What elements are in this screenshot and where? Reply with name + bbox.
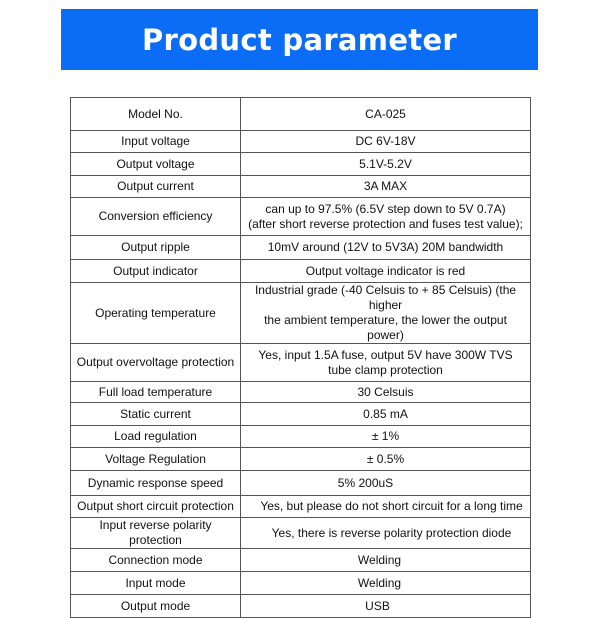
param-value-line: Industrial grade (-40 Celsuis to + 85 Celsuis) (the higher <box>254 283 517 312</box>
param-label: Voltage Regulation <box>71 448 241 471</box>
param-value <box>241 496 531 518</box>
param-value <box>241 98 531 131</box>
param-label: Operating temperature <box>71 283 241 344</box>
table-row <box>71 198 531 236</box>
param-value <box>241 471 531 496</box>
param-value-line: 10mV around (12V to 5V3A) 20M bandwidth <box>267 240 504 254</box>
param-value <box>241 344 531 382</box>
parameter-table <box>70 97 531 618</box>
param-value-line: ± 0.5% <box>366 451 405 466</box>
table-row <box>71 344 531 382</box>
param-value-line: USB <box>365 598 390 613</box>
param-value <box>241 153 531 176</box>
param-value-line: CA-025 <box>365 106 406 121</box>
param-label: Output mode <box>71 595 241 618</box>
param-label: Input reverse polarity protection <box>71 518 241 549</box>
param-value-line: Yes, there is reverse polarity protection diode <box>271 525 512 540</box>
param-value-line: DC 6V-18V <box>355 134 416 148</box>
table-row <box>71 426 531 448</box>
param-value-line: 0.85 mA <box>363 406 408 421</box>
param-label: Input mode <box>71 572 241 595</box>
param-value <box>241 198 531 236</box>
param-value <box>241 426 531 448</box>
param-value-line: Output voltage indicator is red <box>305 263 466 278</box>
param-value <box>241 572 531 595</box>
param-label: Conversion efficiency <box>71 198 241 236</box>
param-value-line: 5.1V-5.2V <box>359 156 412 171</box>
param-value-line: 5% 200uS <box>337 475 394 490</box>
param-value <box>241 403 531 426</box>
param-value-line: can up to 97.5% (6.5V step down to 5V 0.7A) <box>265 201 506 216</box>
param-value-line: the ambient temperature, the lower the output power) <box>264 313 507 342</box>
table-row <box>71 153 531 176</box>
param-label: Output overvoltage protection <box>71 344 241 382</box>
param-value-line: Welding <box>357 552 402 567</box>
param-value <box>241 131 531 153</box>
param-label: Output ripple <box>71 236 241 260</box>
param-value-line: Yes, but please do not short circuit for a long time <box>260 499 523 513</box>
param-value <box>241 595 531 618</box>
table-row <box>71 496 531 518</box>
param-label: Output voltage <box>71 153 241 176</box>
table-row <box>71 283 531 344</box>
param-value <box>241 448 531 471</box>
table-row <box>71 572 531 595</box>
param-value <box>241 549 531 572</box>
param-value-line: tube clamp protection <box>328 362 443 377</box>
param-value <box>241 283 531 344</box>
param-value-line: Yes, input 1.5A fuse, output 5V have 300W TVS <box>258 347 513 362</box>
table-row <box>71 471 531 496</box>
table-row <box>71 448 531 471</box>
table-row <box>71 98 531 131</box>
table-row <box>71 382 531 403</box>
param-value <box>241 382 531 403</box>
param-label: Input voltage <box>71 131 241 153</box>
param-label: Dynamic response speed <box>71 471 241 496</box>
param-value <box>241 260 531 283</box>
param-value-line: 30 Celsuis <box>357 384 414 399</box>
param-value-line: ± 1% <box>371 429 400 443</box>
param-value-line: Welding <box>357 575 402 590</box>
param-value-line: 3A MAX <box>363 179 408 193</box>
param-value <box>241 176 531 198</box>
param-label: Load regulation <box>71 426 241 448</box>
table-row <box>71 236 531 260</box>
table-row <box>71 518 531 549</box>
param-label: Output indicator <box>71 260 241 283</box>
table-row <box>71 260 531 283</box>
param-value <box>241 518 531 549</box>
param-label: Static current <box>71 403 241 426</box>
table-row <box>71 595 531 618</box>
table-row <box>71 131 531 153</box>
param-label: Connection mode <box>71 549 241 572</box>
param-label: Output current <box>71 176 241 198</box>
param-label: Model No. <box>71 98 241 131</box>
page-title: Product parameter <box>141 22 458 57</box>
param-value-line: (after short reverse protection and fuses test value); <box>248 216 523 231</box>
table-row <box>71 403 531 426</box>
param-value <box>241 236 531 260</box>
title-banner <box>61 9 538 70</box>
table-row <box>71 176 531 198</box>
table-row <box>71 549 531 572</box>
param-label: Full load temperature <box>71 382 241 403</box>
param-label: Output short circuit protection <box>71 496 241 518</box>
